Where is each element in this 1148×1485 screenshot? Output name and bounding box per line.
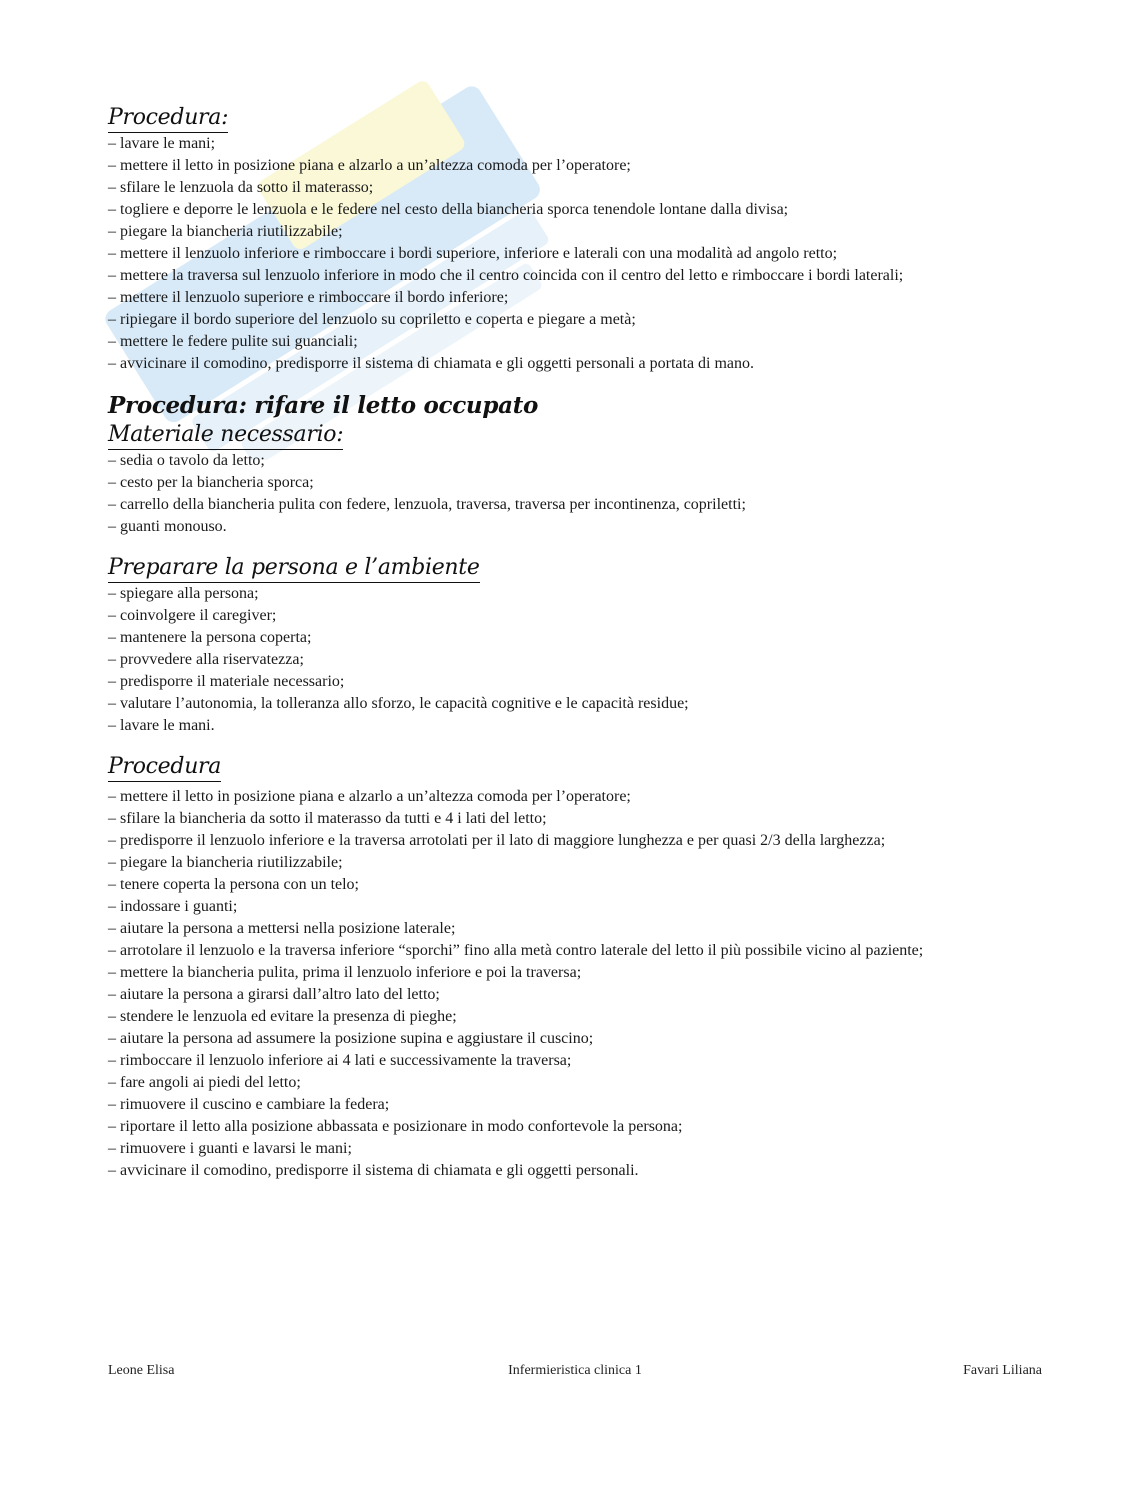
list-item: – valutare l’autonomia, la tolleranza allo sforzo, le capacità cognitive e le capacità residue; xyxy=(108,695,689,712)
list-item: – arrotolare il lenzuolo e la traversa inferiore “sporchi” fino alla metà contro laterale del letto il più possibile vicino al paziente; xyxy=(108,942,924,959)
list-item: – mettere il letto in posizione piana e alzarlo a un’altezza comoda per l’operatore; xyxy=(108,157,631,174)
list-item: – coinvolgere il caregiver; xyxy=(108,607,277,624)
list-item: – predisporre il materiale necessario; xyxy=(108,673,345,690)
footer-course: Infermieristica clinica 1 xyxy=(508,1363,642,1378)
footer-teacher: Favari Liliana xyxy=(963,1363,1042,1378)
list-item: – rimboccare il lenzuolo inferiore ai 4 lati e successivamente la traversa; xyxy=(108,1052,572,1069)
list-item: – carrello della biancheria pulita con federe, lenzuola, traversa, traversa per incontinenza, copriletti; xyxy=(108,496,746,513)
list-item: – aiutare la persona a girarsi dall’altro lato del letto; xyxy=(108,986,440,1003)
section1-list xyxy=(108,133,1048,375)
list-item: – sedia o tavolo da letto; xyxy=(108,452,265,469)
list-item: – mettere le federe pulite sui guanciali; xyxy=(108,333,358,350)
list-item: – stendere le lenzuola ed evitare la presenza di pieghe; xyxy=(108,1008,457,1025)
list-item: – avvicinare il comodino, predisporre il sistema di chiamata e gli oggetti personali a portata di mano. xyxy=(108,355,755,372)
list-item: – rimuovere il cuscino e cambiare la federa; xyxy=(108,1096,390,1113)
list-item: – mettere il lenzuolo superiore e rimboccare il bordo inferiore; xyxy=(108,289,509,306)
list-item: – indossare i guanti; xyxy=(108,898,238,915)
footer-author: Leone Elisa xyxy=(108,1363,175,1378)
list-item: – mettere il letto in posizione piana e alzarlo a un’altezza comoda per l’operatore; xyxy=(108,788,631,805)
document-body xyxy=(108,104,1048,1182)
list-item: – lavare le mani. xyxy=(108,717,215,734)
list-item: – lavare le mani; xyxy=(108,135,216,152)
list-item: – spiegare alla persona; xyxy=(108,585,259,602)
list-item: – ripiegare il bordo superiore del lenzuolo su copriletto e coperta e piegare a metà; xyxy=(108,311,636,328)
list-item: – mettere la biancheria pulita, prima il lenzuolo inferiore e poi la traversa; xyxy=(108,964,582,981)
procedure-list xyxy=(108,786,1048,1182)
list-item: – cesto per la biancheria sporca; xyxy=(108,474,314,491)
list-item: – avvicinare il comodino, predisporre il sistema di chiamata e gli oggetti personali. xyxy=(108,1162,639,1179)
procedure-heading: Procedura xyxy=(108,753,221,782)
list-item: – sfilare la biancheria da sotto il materasso da tutti e 4 i lati del letto; xyxy=(108,810,547,827)
list-item: – togliere e deporre le lenzuola e le federe nel cesto della biancheria sporca tenendole lontane dalla divisa; xyxy=(108,201,789,218)
list-item: – sfilare le lenzuola da sotto il materasso; xyxy=(108,179,374,196)
list-item: – aiutare la persona ad assumere la posizione supina e aggiustare il cuscino; xyxy=(108,1030,594,1047)
list-item: – tenere coperta la persona con un telo; xyxy=(108,876,359,893)
materials-list xyxy=(108,450,1048,538)
section2-title: Procedura: rifare il letto occupato xyxy=(108,392,539,419)
list-item: – piegare la biancheria riutilizzabile; xyxy=(108,854,343,871)
list-item: – aiutare la persona a mettersi nella posizione laterale; xyxy=(108,920,456,937)
list-item: – piegare la biancheria riutilizzabile; xyxy=(108,223,343,240)
list-item: – predisporre il lenzuolo inferiore e la traversa arrotolati per il lato di maggiore lunghezza e per quasi 2/3 della larghezza; xyxy=(108,832,886,849)
prepare-heading: Preparare la persona e l’ambiente xyxy=(108,554,480,583)
list-item: – guanti monouso. xyxy=(108,518,227,535)
materials-heading: Materiale necessario: xyxy=(108,421,343,450)
section1-heading: Procedura: xyxy=(108,104,228,133)
page-footer xyxy=(108,1361,1042,1381)
list-item: – rimuovere i guanti e lavarsi le mani; xyxy=(108,1140,352,1157)
list-item: – mantenere la persona coperta; xyxy=(108,629,312,646)
list-item: – provvedere alla riservatezza; xyxy=(108,651,304,668)
list-item: – mettere il lenzuolo inferiore e rimboccare i bordi superiore, inferiore e laterali con una modalità ad angolo retto; xyxy=(108,245,838,262)
list-item: – riportare il letto alla posizione abbassata e posizionare in modo confortevole la persona; xyxy=(108,1118,683,1135)
prepare-list xyxy=(108,583,1048,737)
list-item: – fare angoli ai piedi del letto; xyxy=(108,1074,301,1091)
list-item: – mettere la traversa sul lenzuolo inferiore in modo che il centro coincida con il centro del letto e rimboccare i bordi laterali; xyxy=(108,267,904,284)
